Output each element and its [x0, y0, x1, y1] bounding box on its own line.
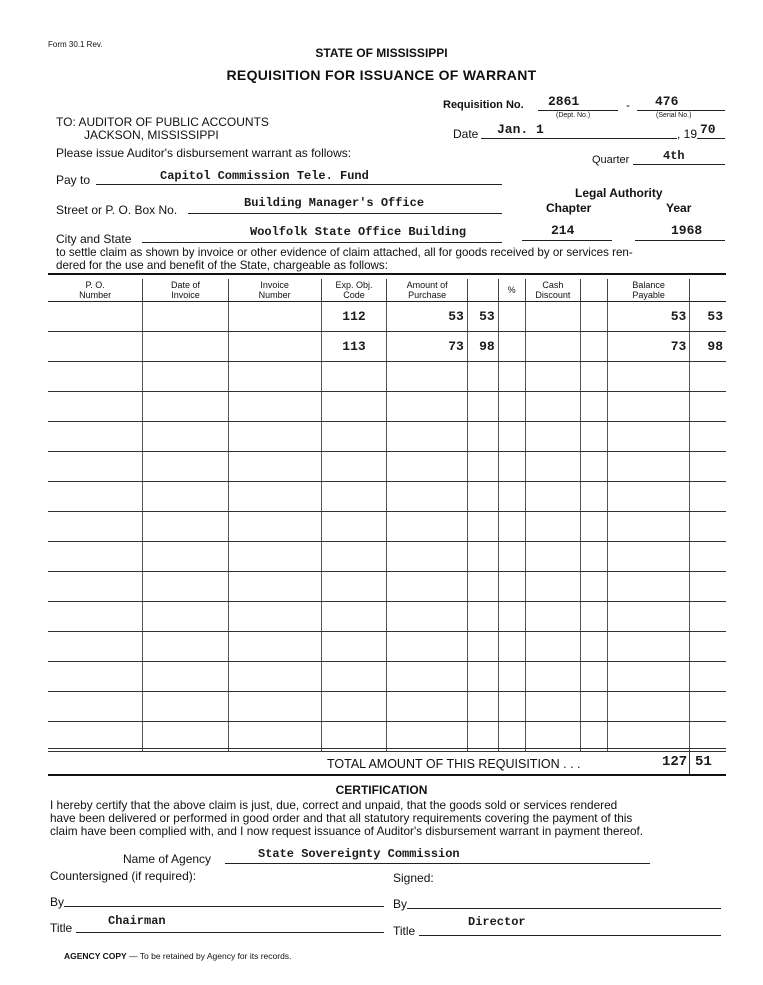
cell-exp-obj-code: 113 [321, 332, 387, 362]
cell-exp-obj-code [321, 392, 387, 422]
table-row [48, 422, 726, 452]
chapter-line [522, 240, 612, 241]
cell-discount-cents [581, 632, 608, 662]
year-label: Year [666, 201, 692, 215]
cell-cash-discount [525, 572, 581, 602]
quarter-line [633, 164, 725, 165]
cell-invoice-number [228, 662, 321, 692]
cell-balance-payable [607, 482, 689, 512]
cell-po-number [48, 722, 143, 752]
cell-balance-cents [690, 602, 726, 632]
cell-invoice-number [228, 542, 321, 572]
cell-cash-discount [525, 542, 581, 572]
cell-discount-cents [581, 602, 608, 632]
cell-percent [498, 572, 525, 602]
table-row [48, 362, 726, 392]
cell-exp-obj-code [321, 692, 387, 722]
cell-cash-discount [525, 602, 581, 632]
cell-balance-payable [607, 602, 689, 632]
cell-percent [498, 302, 525, 332]
cell-balance-cents [690, 452, 726, 482]
cell-date-of-invoice [143, 692, 229, 722]
title-right-value: Director [468, 915, 526, 929]
cell-invoice-number [228, 332, 321, 362]
cell-cash-discount [525, 692, 581, 722]
cell-po-number [48, 452, 143, 482]
cell-amount-of-purchase [387, 632, 467, 662]
cell-amount-of-purchase [387, 422, 467, 452]
cell-po-number [48, 302, 143, 332]
cell-invoice-number [228, 422, 321, 452]
table-row [48, 692, 726, 722]
cell-amount-cents [467, 512, 498, 542]
cell-date-of-invoice [143, 512, 229, 542]
cell-percent [498, 632, 525, 662]
cell-percent [498, 602, 525, 632]
by-right-label: By [393, 897, 408, 911]
total-cents: 51 [695, 754, 712, 770]
cell-po-number [48, 632, 143, 662]
table-row [48, 482, 726, 512]
certification-line2: have been delivered or performed in good order and that all statutory requirements covering the payment of this [50, 811, 633, 825]
by-left-line [64, 906, 384, 907]
table-row [48, 602, 726, 632]
footer-note [64, 951, 291, 961]
cell-percent [498, 692, 525, 722]
cell-balance-payable [607, 662, 689, 692]
by-right-line [407, 908, 721, 909]
table-top-rule [48, 273, 726, 275]
cell-exp-obj-code [321, 452, 387, 482]
cell-exp-obj-code [321, 512, 387, 542]
cell-balance-cents [690, 482, 726, 512]
cell-exp-obj-code: 112 [321, 302, 387, 332]
cell-invoice-number [228, 482, 321, 512]
cell-amount-cents [467, 572, 498, 602]
cell-date-of-invoice [143, 482, 229, 512]
cell-amount-of-purchase [387, 452, 467, 482]
cell-balance-payable [607, 692, 689, 722]
cell-amount-cents [467, 602, 498, 632]
cell-cash-discount [525, 722, 581, 752]
cell-balance-payable [607, 452, 689, 482]
date-year: 70 [700, 122, 716, 137]
cell-discount-cents [581, 362, 608, 392]
cell-exp-obj-code [321, 632, 387, 662]
cell-date-of-invoice [143, 332, 229, 362]
cell-percent [498, 422, 525, 452]
cell-discount-cents [581, 332, 608, 362]
cell-balance-payable [607, 542, 689, 572]
cell-discount-cents [581, 572, 608, 602]
issue-instruction: Please issue Auditor's disbursement warrant as follows: [56, 146, 352, 160]
cell-amount-cents [467, 362, 498, 392]
cell-po-number [48, 662, 143, 692]
cell-balance-cents: 98 [690, 332, 726, 362]
cell-percent [498, 662, 525, 692]
certification-line3: claim have been complied with, and I now request issuance of Auditor's disbursement warrant in payment thereof. [50, 824, 644, 838]
dept-no-value: 2861 [548, 94, 580, 109]
cell-balance-payable [607, 422, 689, 452]
cell-po-number [48, 392, 143, 422]
cell-discount-cents [581, 662, 608, 692]
to-city: JACKSON, MISSISSIPPI [84, 128, 219, 142]
cell-date-of-invoice [143, 542, 229, 572]
total-divider [689, 750, 690, 774]
cell-exp-obj-code [321, 662, 387, 692]
cell-amount-cents [467, 692, 498, 722]
cell-amount-of-purchase [387, 722, 467, 752]
title-left-label: Title [50, 921, 73, 935]
cell-exp-obj-code [321, 572, 387, 602]
cell-cash-discount [525, 362, 581, 392]
table-row [48, 542, 726, 572]
header-cash-discount: Cash Discount [525, 279, 581, 302]
cell-po-number [48, 482, 143, 512]
dept-no-line [538, 110, 618, 111]
table-row [48, 302, 726, 332]
cell-balance-cents [690, 722, 726, 752]
cell-amount-cents [467, 482, 498, 512]
cell-invoice-number [228, 602, 321, 632]
cell-balance-cents [690, 572, 726, 602]
cell-discount-cents [581, 452, 608, 482]
header-amount-cents [467, 279, 498, 302]
cell-date-of-invoice [143, 392, 229, 422]
countersigned-label: Countersigned (if required): [50, 869, 197, 883]
cell-balance-cents [690, 662, 726, 692]
total-bottom-rule [48, 774, 726, 776]
cell-balance-cents: 53 [690, 302, 726, 332]
cell-po-number [48, 692, 143, 722]
cell-balance-payable [607, 392, 689, 422]
cell-balance-cents [690, 362, 726, 392]
cell-amount-cents: 98 [467, 332, 498, 362]
date-line [481, 138, 677, 139]
table-row [48, 572, 726, 602]
cell-invoice-number [228, 362, 321, 392]
cell-percent [498, 512, 525, 542]
cell-date-of-invoice [143, 662, 229, 692]
certification-heading: CERTIFICATION [335, 783, 428, 797]
cell-po-number [48, 602, 143, 632]
cell-amount-of-purchase [387, 572, 467, 602]
certification-line1: I hereby certify that the above claim is just, due, correct and unpaid, that the goods sold or services rendered [50, 798, 618, 812]
cell-date-of-invoice [143, 362, 229, 392]
street-label: Street or P. O. Box No. [56, 203, 178, 217]
street-value: Building Manager's Office [244, 196, 425, 210]
cell-percent [498, 452, 525, 482]
table-row [48, 722, 726, 752]
table-row [48, 632, 726, 662]
date-year-prefix: , 19 [677, 127, 698, 141]
cell-cash-discount [525, 332, 581, 362]
header-invoice-number: Invoice Number [228, 279, 321, 302]
cell-cash-discount [525, 662, 581, 692]
claims-table [48, 279, 726, 752]
city-label: City and State [56, 232, 132, 246]
cell-exp-obj-code [321, 482, 387, 512]
cell-amount-cents [467, 542, 498, 572]
cell-discount-cents [581, 422, 608, 452]
signed-label: Signed: [393, 871, 434, 885]
cell-amount-cents [467, 662, 498, 692]
cell-amount-of-purchase [387, 512, 467, 542]
title-left-value: Chairman [108, 914, 166, 928]
cell-amount-of-purchase [387, 662, 467, 692]
cell-percent [498, 392, 525, 422]
agency-label: Name of Agency [123, 852, 212, 866]
cell-balance-cents [690, 512, 726, 542]
form-title: REQUISITION FOR ISSUANCE OF WARRANT [226, 67, 537, 83]
cell-balance-cents [690, 392, 726, 422]
cell-balance-cents [690, 422, 726, 452]
cell-discount-cents [581, 692, 608, 722]
cell-amount-of-purchase [387, 602, 467, 632]
cell-invoice-number [228, 512, 321, 542]
cell-percent [498, 542, 525, 572]
form-number: Form 30.1 Rev. [48, 40, 103, 49]
cell-date-of-invoice [143, 422, 229, 452]
state-heading: STATE OF MISSISSIPPI [315, 46, 448, 60]
date-year-line [697, 138, 725, 139]
cell-invoice-number [228, 632, 321, 662]
header-date-of-invoice: Date of Invoice [143, 279, 229, 302]
quarter-label: Quarter [592, 154, 630, 166]
cell-po-number [48, 362, 143, 392]
table-row [48, 662, 726, 692]
cell-balance-payable [607, 362, 689, 392]
cell-balance-payable [607, 512, 689, 542]
cell-invoice-number [228, 392, 321, 422]
cell-date-of-invoice [143, 602, 229, 632]
cell-amount-cents [467, 632, 498, 662]
cell-date-of-invoice [143, 452, 229, 482]
cell-cash-discount [525, 422, 581, 452]
pay-to-value: Capitol Commission Tele. Fund [160, 169, 369, 183]
cell-po-number [48, 572, 143, 602]
header-exp-obj-code: Exp. Obj. Code [321, 279, 387, 302]
cell-percent [498, 482, 525, 512]
street-line [188, 213, 502, 214]
serial-no-value: 476 [655, 94, 679, 109]
footer-retention-text: — To be retained by Agency for its records. [129, 951, 292, 961]
cell-po-number [48, 422, 143, 452]
cell-balance-cents [690, 632, 726, 662]
agency-value: State Sovereignty Commission [258, 847, 460, 861]
table-row [48, 512, 726, 542]
cell-cash-discount [525, 302, 581, 332]
header-po-number: P. O. Number [48, 279, 143, 302]
dept-no-caption: (Dept. No.) [556, 112, 591, 119]
title-right-line [419, 935, 721, 936]
cell-amount-cents [467, 452, 498, 482]
cell-date-of-invoice [143, 722, 229, 752]
table-row [48, 332, 726, 362]
city-value: Woolfolk State Office Building [250, 225, 467, 239]
legal-authority-label: Legal Authority [575, 186, 663, 200]
title-left-line [76, 932, 384, 933]
cell-cash-discount [525, 482, 581, 512]
cell-discount-cents [581, 392, 608, 422]
cell-amount-of-purchase: 73 [387, 332, 467, 362]
cell-percent [498, 332, 525, 362]
cell-po-number [48, 332, 143, 362]
cell-discount-cents [581, 722, 608, 752]
cell-exp-obj-code [321, 722, 387, 752]
cell-exp-obj-code [321, 602, 387, 632]
cell-po-number [48, 512, 143, 542]
cell-po-number [48, 542, 143, 572]
cell-discount-cents [581, 542, 608, 572]
cell-invoice-number [228, 722, 321, 752]
cell-amount-of-purchase: 53 [387, 302, 467, 332]
cell-percent [498, 362, 525, 392]
cell-exp-obj-code [321, 362, 387, 392]
requisition-dash: - [626, 98, 630, 112]
total-dollars: 127 [662, 754, 688, 770]
total-label: TOTAL AMOUNT OF THIS REQUISITION . . . [327, 757, 581, 771]
cell-cash-discount [525, 392, 581, 422]
cell-discount-cents [581, 302, 608, 332]
title-right-label: Title [393, 924, 416, 938]
settle-text-line2: dered for the use and benefit of the State, chargeable as follows: [56, 259, 388, 272]
authority-year-value: 1968 [671, 223, 703, 238]
cell-invoice-number [228, 692, 321, 722]
authority-year-line [635, 240, 725, 241]
agency-line [225, 863, 650, 864]
header-balance-payable: Balance Payable [607, 279, 689, 302]
pay-to-line [96, 184, 502, 185]
header-discount-cents [581, 279, 608, 302]
cell-exp-obj-code [321, 422, 387, 452]
cell-amount-of-purchase [387, 482, 467, 512]
cell-exp-obj-code [321, 542, 387, 572]
chapter-value: 214 [551, 223, 575, 238]
table-body [48, 302, 726, 752]
pay-to-label: Pay to [56, 173, 91, 187]
cell-balance-cents [690, 692, 726, 722]
cell-date-of-invoice [143, 302, 229, 332]
cell-invoice-number [228, 452, 321, 482]
serial-no-caption: (Serial No.) [656, 112, 692, 119]
cell-date-of-invoice [143, 572, 229, 602]
to-auditor: TO: AUDITOR OF PUBLIC ACCOUNTS [56, 115, 269, 129]
cell-balance-payable: 73 [607, 332, 689, 362]
cell-amount-of-purchase [387, 392, 467, 422]
cell-balance-payable [607, 632, 689, 662]
settle-text-line1: to settle claim as shown by invoice or other evidence of claim attached, all for goods received by or services ren- [56, 246, 633, 259]
cell-percent [498, 722, 525, 752]
cell-amount-of-purchase [387, 542, 467, 572]
cell-amount-of-purchase [387, 692, 467, 722]
chapter-label: Chapter [546, 201, 592, 215]
by-left-label: By [50, 895, 65, 909]
requisition-label: Requisition No. [443, 99, 524, 111]
cell-amount-cents: 53 [467, 302, 498, 332]
cell-amount-cents [467, 722, 498, 752]
cell-amount-cents [467, 422, 498, 452]
cell-cash-discount [525, 632, 581, 662]
cell-date-of-invoice [143, 632, 229, 662]
table-row [48, 392, 726, 422]
cell-discount-cents [581, 512, 608, 542]
city-line [142, 242, 502, 243]
date-label: Date [453, 127, 479, 141]
cell-balance-payable [607, 722, 689, 752]
date-value: Jan. 1 [497, 122, 544, 137]
cell-discount-cents [581, 482, 608, 512]
cell-amount-cents [467, 392, 498, 422]
cell-amount-of-purchase [387, 362, 467, 392]
cell-cash-discount [525, 452, 581, 482]
header-percent: % [498, 279, 525, 302]
cell-invoice-number [228, 302, 321, 332]
header-balance-cents [690, 279, 726, 302]
cell-balance-cents [690, 542, 726, 572]
footer-agency-copy: AGENCY COPY [64, 951, 127, 961]
cell-cash-discount [525, 512, 581, 542]
quarter-value: 4th [663, 149, 685, 163]
serial-no-line [637, 110, 725, 111]
cell-invoice-number [228, 572, 321, 602]
cell-balance-payable: 53 [607, 302, 689, 332]
table-row [48, 452, 726, 482]
table-header-row [48, 279, 726, 302]
total-top-rule [48, 748, 726, 749]
header-amount-of-purchase: Amount of Purchase [387, 279, 467, 302]
cell-balance-payable [607, 572, 689, 602]
